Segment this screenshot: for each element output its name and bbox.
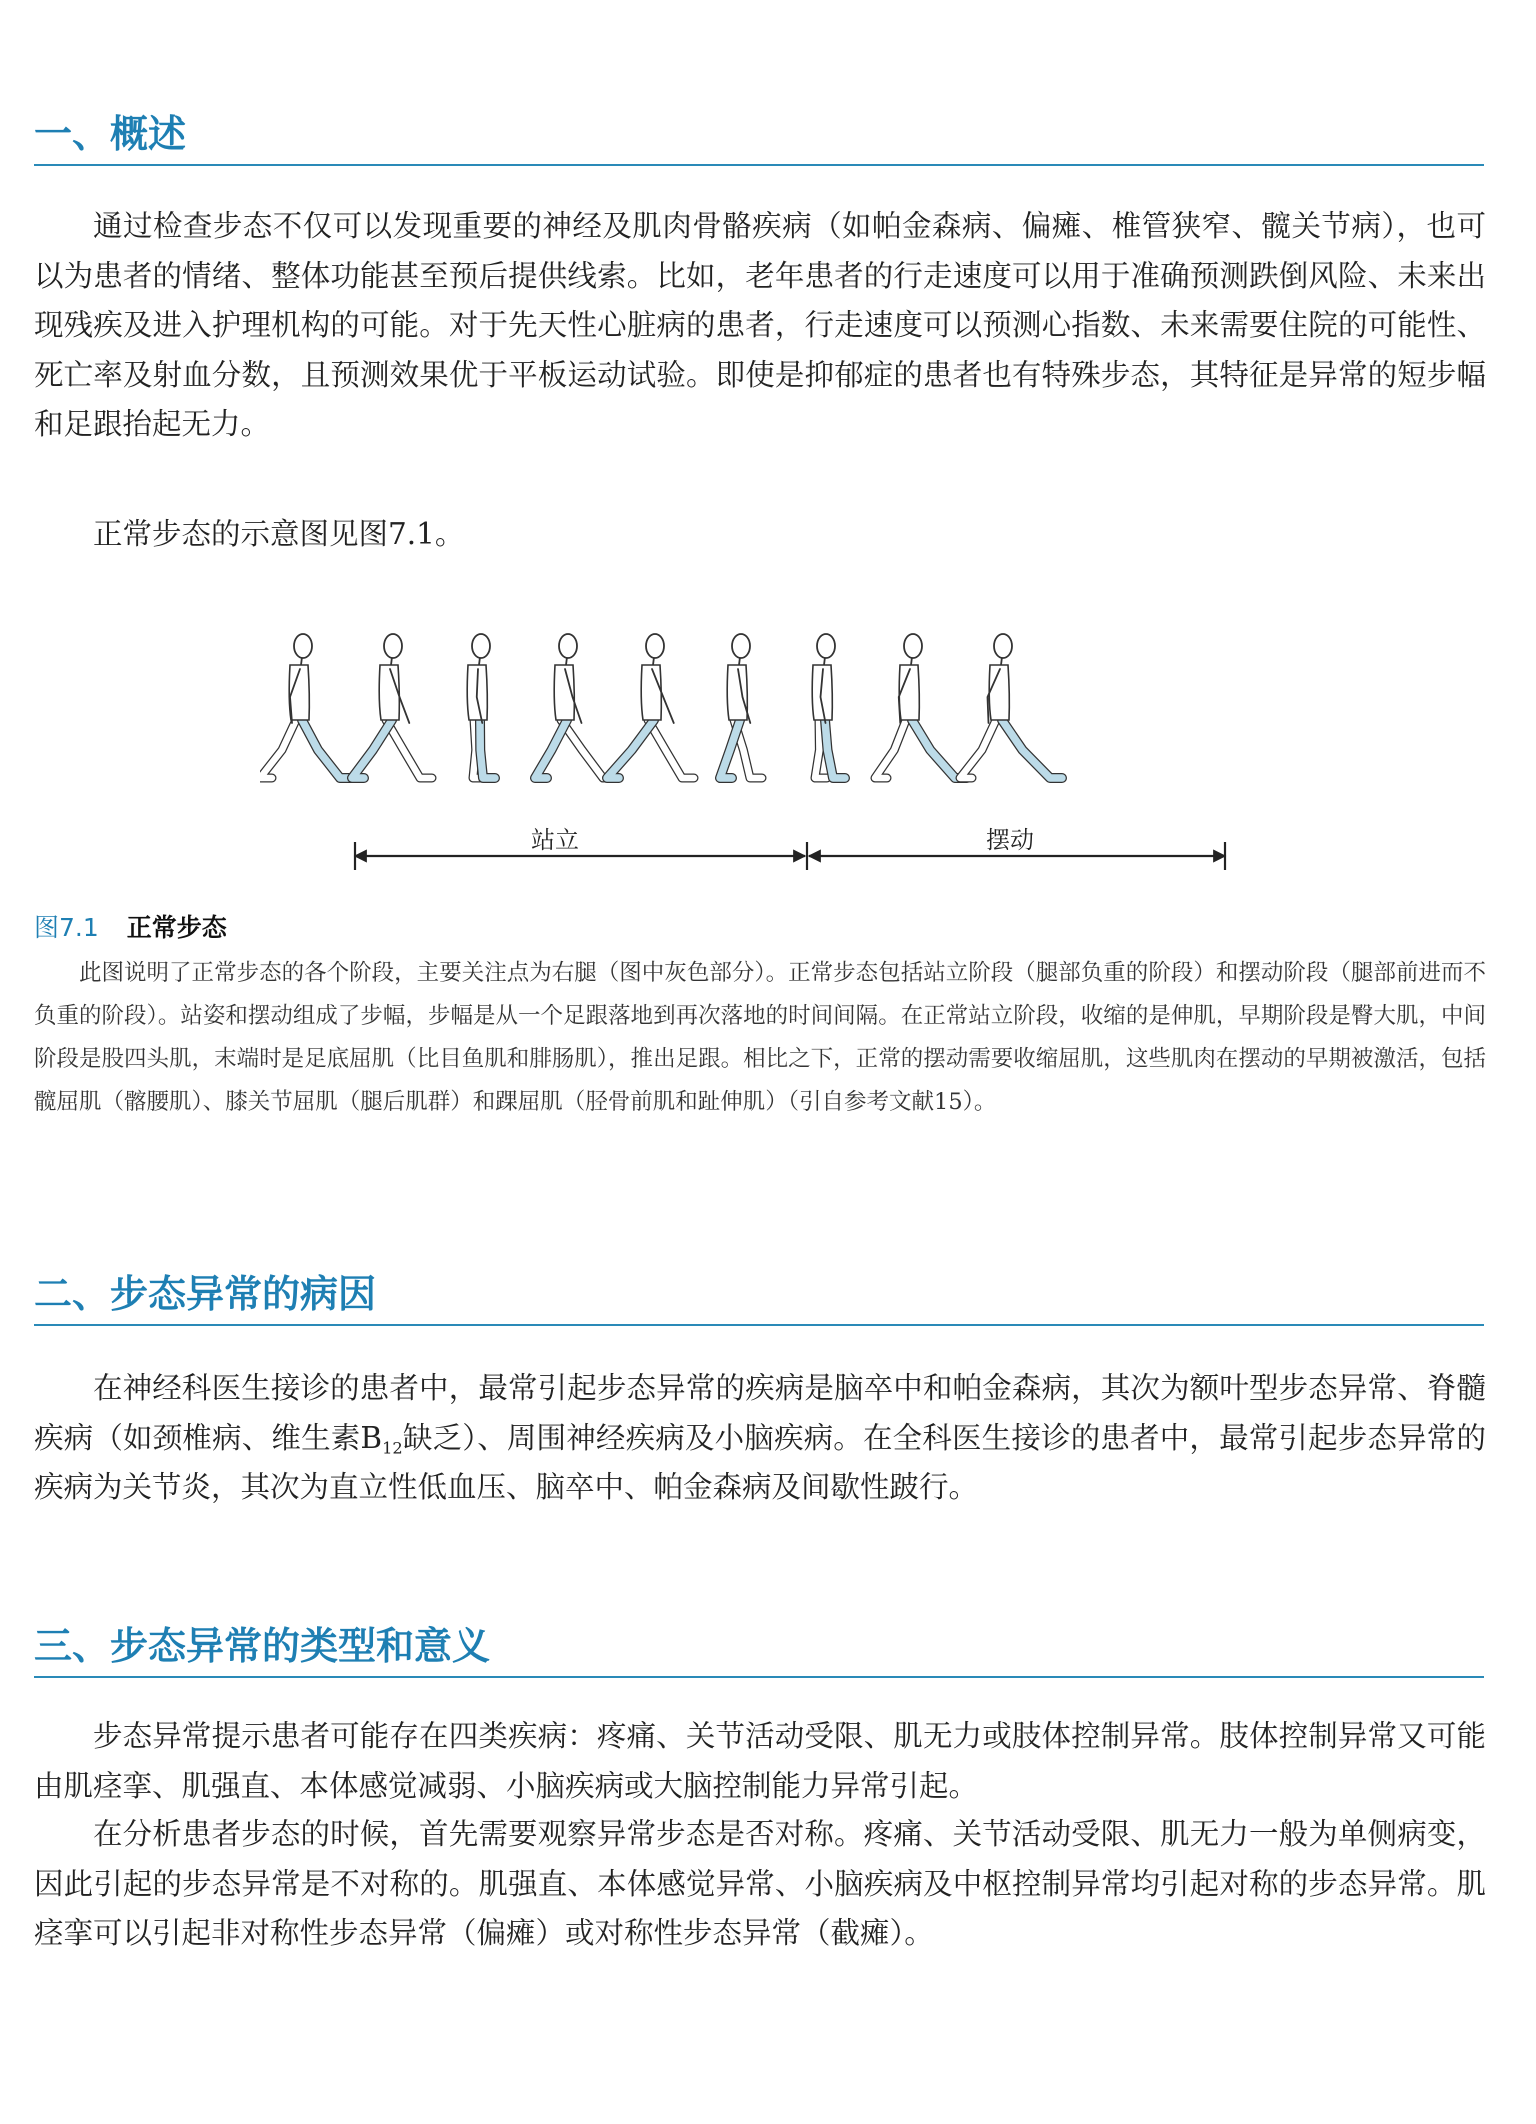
walker-figure bbox=[875, 634, 967, 778]
section-heading-causes: 二、步态异常的病因 bbox=[34, 1268, 1484, 1326]
walker-figure bbox=[720, 634, 762, 778]
types-paragraph-2: 在分析患者步态的时候，首先需要观察异常步态是否对称。疼痛、关节活动受限、肌无力一般为单侧病变，因此引起的步态异常是不对称的。肌强直、本体感觉异常、小脑疾病及中枢控制异常均引起对称的步态异常。肌痉挛可以引起非对称性步态异常（偏瘫）或对称性步态异常（截瘫）。 bbox=[34, 1817, 1486, 1950]
section-heading-types: 三、步态异常的类型和意义 bbox=[34, 1620, 1484, 1678]
section-heading-overview: 一、概述 bbox=[34, 108, 1484, 166]
figure-title: 正常步态 bbox=[126, 913, 227, 942]
figure-caption-title bbox=[34, 908, 227, 944]
overview-paragraph: 通过检查步态不仅可以发现重要的神经及肌肉骨骼疾病（如帕金森病、偏瘫、椎管狭窄、髋关节病），也可以为患者的情绪、整体功能甚至预后提供线索。比如，老年患者的行走速度可以用于准确预测跌倒风险、未来出现残疾及进入护理机构的可能。对于先天性心脏病的患者，行走速度可以预测心指数、未来需要住院的可能性、死亡率及射血分数，且预测效果优于平板运动试验。即使是抑郁症的患者也有特殊步态，其特征是异常的短步幅和足跟抬起无力。 bbox=[34, 209, 1486, 441]
walker-figure bbox=[607, 634, 694, 778]
swing-label: 摆动 bbox=[986, 826, 1034, 854]
stance-label: 站立 bbox=[531, 826, 579, 854]
walker-figure bbox=[467, 634, 495, 778]
walker-figure bbox=[535, 634, 615, 778]
gait-figure bbox=[260, 620, 1260, 890]
walker-figure bbox=[260, 634, 352, 778]
figure-caption: 此图说明了正常步态的各个阶段，主要关注点为右腿（图中灰色部分）。正常步态包括站立阶段（腿部负重的阶段）和摆动阶段（腿部前进而不负重的阶段）。站姿和摆动组成了步幅，步幅是从一个足跟落地到再次落地的时间间隔。在正常站立阶段，收缩的是伸肌，早期阶段是臀大肌，中间阶段是股四头肌，末端时是足底屈肌（比目鱼肌和腓肠肌），推出足跟。相比之下，正常的摆动需要收缩屈肌，这些肌肉在摆动的早期被激活，包括髋屈肌（髂腰肌）、膝关节屈肌（腿后肌群）和踝屈肌（胫骨前肌和趾伸肌）（引自参考文献15）。 bbox=[34, 960, 1486, 1115]
walker-figure bbox=[352, 634, 432, 778]
walker-figure bbox=[960, 634, 1062, 778]
figure-reference-paragraph: 正常步态的示意图见图7.1。 bbox=[93, 517, 465, 551]
types-paragraph-1: 步态异常提示患者可能存在四类疾病：疼痛、关节活动受限、肌无力或肢体控制异常。肢体控制异常又可能由肌痉挛、肌强直、本体感觉减弱、小脑疾病或大脑控制能力异常引起。 bbox=[34, 1719, 1486, 1803]
causes-paragraph: 在神经科医生接诊的患者中，最常引起步态异常的疾病是脑卒中和帕金森病，其次为额叶型步态异常、脊髓疾病（如颈椎病、维生素$B_{12}$缺乏）、周围神经疾病及小脑疾病。在全科医生接诊的患者中，最常引起步态异常的疾病为关节炎，其次为直立性低血压、脑卒中、帕金森病及间歇性跛行。 bbox=[34, 1371, 1486, 1504]
walker-figure bbox=[812, 634, 845, 778]
walking-figures bbox=[260, 634, 1062, 778]
figure-number: 图7.1 bbox=[34, 913, 99, 942]
